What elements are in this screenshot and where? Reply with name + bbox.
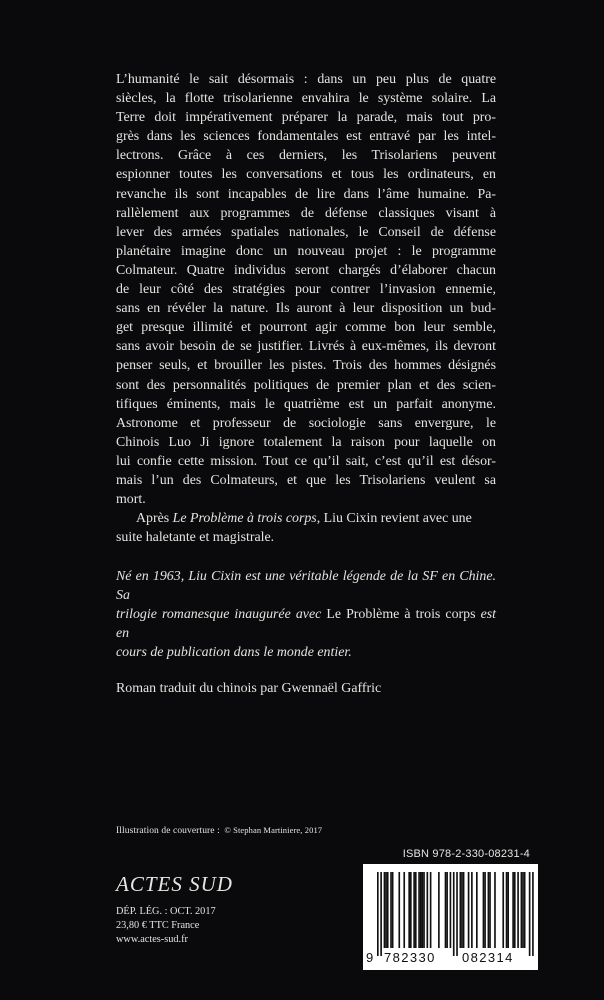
summary-line: sont des personnalités politiques de premier plan et des scien- — [116, 377, 496, 393]
summary-line: Colmateur. Quatre individus seront chargés d’élaborer chacun — [116, 262, 496, 278]
barcode-bar — [522, 872, 524, 948]
barcode-bar — [377, 872, 379, 956]
summary-line: penser seuls, et brouiller les pistes. Trois des hommes désignés — [116, 358, 496, 374]
barcode-bar — [483, 872, 485, 948]
closing-line2: suite haletante et magistrale. — [116, 530, 275, 546]
summary-line: lectrons. Grâce à ces derniers, les Trisolariens peuvent — [116, 148, 496, 164]
summary-line: lever des armées spatiales nationales, le Conseil de défense — [116, 224, 496, 240]
barcode-bar — [506, 872, 508, 948]
isbn-barcode — [363, 864, 538, 970]
barcode-bar — [453, 872, 455, 956]
barcode-bar — [420, 872, 422, 948]
summary-line: L’humanité le sait désormais : dans un peu plus de quatre — [116, 72, 496, 87]
summary-line: de leur côté des stratégies pour contrer l’invasion ennemie, — [116, 282, 496, 298]
summary-line: grès dans les sciences fondamentales est entravé par les intel- — [116, 129, 496, 145]
barcode-bar — [398, 872, 400, 948]
barcode-bar — [529, 872, 531, 956]
summary-line: Terre doit impérativement préparer la parade, mais tout pro- — [116, 110, 496, 126]
summary-line: sans avoir besoin de se justifier. Livrés à eux-mêmes, ils devront — [116, 339, 496, 355]
illustration-label: Illustration de couverture : — [116, 826, 220, 836]
barcode-bar — [484, 872, 486, 948]
legal-info — [116, 905, 216, 947]
barcode-left-group: 782330 — [384, 950, 436, 965]
barcode-bar — [450, 872, 452, 948]
summary-line: tifiques éminents, mais le quatrième est un parfait anonyme. — [116, 396, 496, 412]
bio-line-3: cours de publication dans le monde entier. — [116, 645, 352, 661]
barcode-bar — [476, 872, 478, 948]
barcode-right-group: 082314 — [462, 950, 514, 965]
legal-deposit: DÉP. LÉG. : OCT. 2017 — [116, 906, 216, 917]
summary-line: revanche ils sont incapables de lire dans l’âme humaine. Pa- — [116, 186, 496, 202]
barcode-bar — [507, 872, 509, 948]
barcode-bar — [514, 872, 516, 948]
barcode-bar — [502, 872, 504, 948]
barcode-digits — [363, 950, 538, 968]
back-cover-summary — [116, 70, 496, 547]
summary-line: lui confie cette mission. Tout ce qu’il sait, c’est qu’il est désor- — [116, 453, 496, 469]
price: 23,80 € TTC France — [116, 920, 200, 931]
barcode-bar — [385, 872, 387, 948]
summary-line: rallèlement aux programmes de défense classiques visant à — [116, 205, 496, 221]
barcode-bar — [461, 872, 463, 948]
summary-line: sans en révéler la nature. Ils auront à leur disposition un bud- — [116, 301, 496, 317]
author-bio — [116, 567, 496, 662]
bio-line-2a: trilogie romanesque inaugurée avec — [116, 607, 327, 623]
summary-line: planétaire imagine donc un nouveau projet : le programme — [116, 243, 496, 259]
barcode-bar — [489, 872, 491, 948]
bio-title: Le Problème à trois corps — [326, 607, 476, 623]
barcode-bar — [524, 872, 526, 948]
bio-line-2b: est en — [116, 607, 497, 642]
publisher-website: www.actes-sud.fr — [116, 934, 188, 945]
barcode-bar — [456, 872, 458, 956]
barcode-bar — [415, 872, 417, 948]
publisher-logo: ACTES SUD — [116, 872, 233, 896]
barcode-bar — [445, 872, 447, 948]
barcode-bar — [410, 872, 412, 948]
barcode-bar — [418, 872, 420, 948]
barcode-bar — [460, 872, 462, 948]
barcode-bar — [512, 872, 514, 948]
summary-paragraph — [116, 70, 496, 509]
barcode-bar — [380, 872, 382, 956]
barcode-bar — [521, 872, 523, 948]
barcode-bar — [471, 872, 473, 948]
barcode-bar — [468, 872, 470, 948]
barcode-first-digit: 9 — [366, 950, 375, 965]
barcode-bar — [387, 872, 389, 948]
barcode-bar — [427, 872, 429, 948]
summary-line: get presque illimité et pourront agir comme bon leur semble, — [116, 320, 496, 336]
barcode-bar — [384, 872, 386, 948]
barcode-bar — [488, 872, 490, 948]
barcode-bar — [392, 872, 394, 948]
barcode-bar — [532, 872, 534, 956]
translator-credit: Roman traduit du chinois par Gwennaël Gaffric — [116, 681, 382, 696]
barcode-bar — [403, 872, 405, 948]
closing-line1-rest: , Liu Cixin revient avec une — [316, 511, 472, 527]
book-title-reference: Le Problème à trois corps — [172, 511, 317, 527]
summary-line: Chinois Luo Ji ignore totalement la raison pour laquelle on — [116, 434, 496, 450]
closing-prefix: Après — [136, 511, 173, 527]
summary-line: espionner toutes les conversations et tous les ordinateurs, en — [116, 167, 496, 183]
summary-line: siècles, la flotte trisolarienne envahira le système solaire. La — [116, 91, 496, 107]
isbn-number: ISBN 978-2-330-08231-4 — [402, 848, 530, 860]
illustration-credit — [116, 824, 322, 837]
summary-line: Astronome et professeur de sociologie sans envergure, le — [116, 415, 496, 431]
barcode-bar — [413, 872, 415, 948]
barcode-bar — [430, 872, 432, 948]
summary-line: mort. — [116, 492, 146, 508]
barcode-bar — [463, 872, 465, 948]
barcode-bar — [408, 872, 410, 948]
barcode-bar — [423, 872, 425, 948]
summary-line: mais l’un des Colmateurs, et que les Trisolariens veulent sa — [116, 472, 496, 488]
bio-line-1: Né en 1963, Liu Cixin est une véritable légende de la SF en Chine. Sa — [116, 569, 496, 604]
barcode-bar — [446, 872, 448, 948]
barcode-bar — [494, 872, 496, 948]
illustration-copyright: © Stephan Martiniere, 2017 — [224, 825, 323, 835]
barcode-bar — [438, 872, 440, 948]
barcode-bar — [517, 872, 519, 948]
barcode-bar — [390, 872, 392, 948]
summary-closing-paragraph — [116, 509, 496, 547]
barcode-bar — [422, 872, 424, 948]
